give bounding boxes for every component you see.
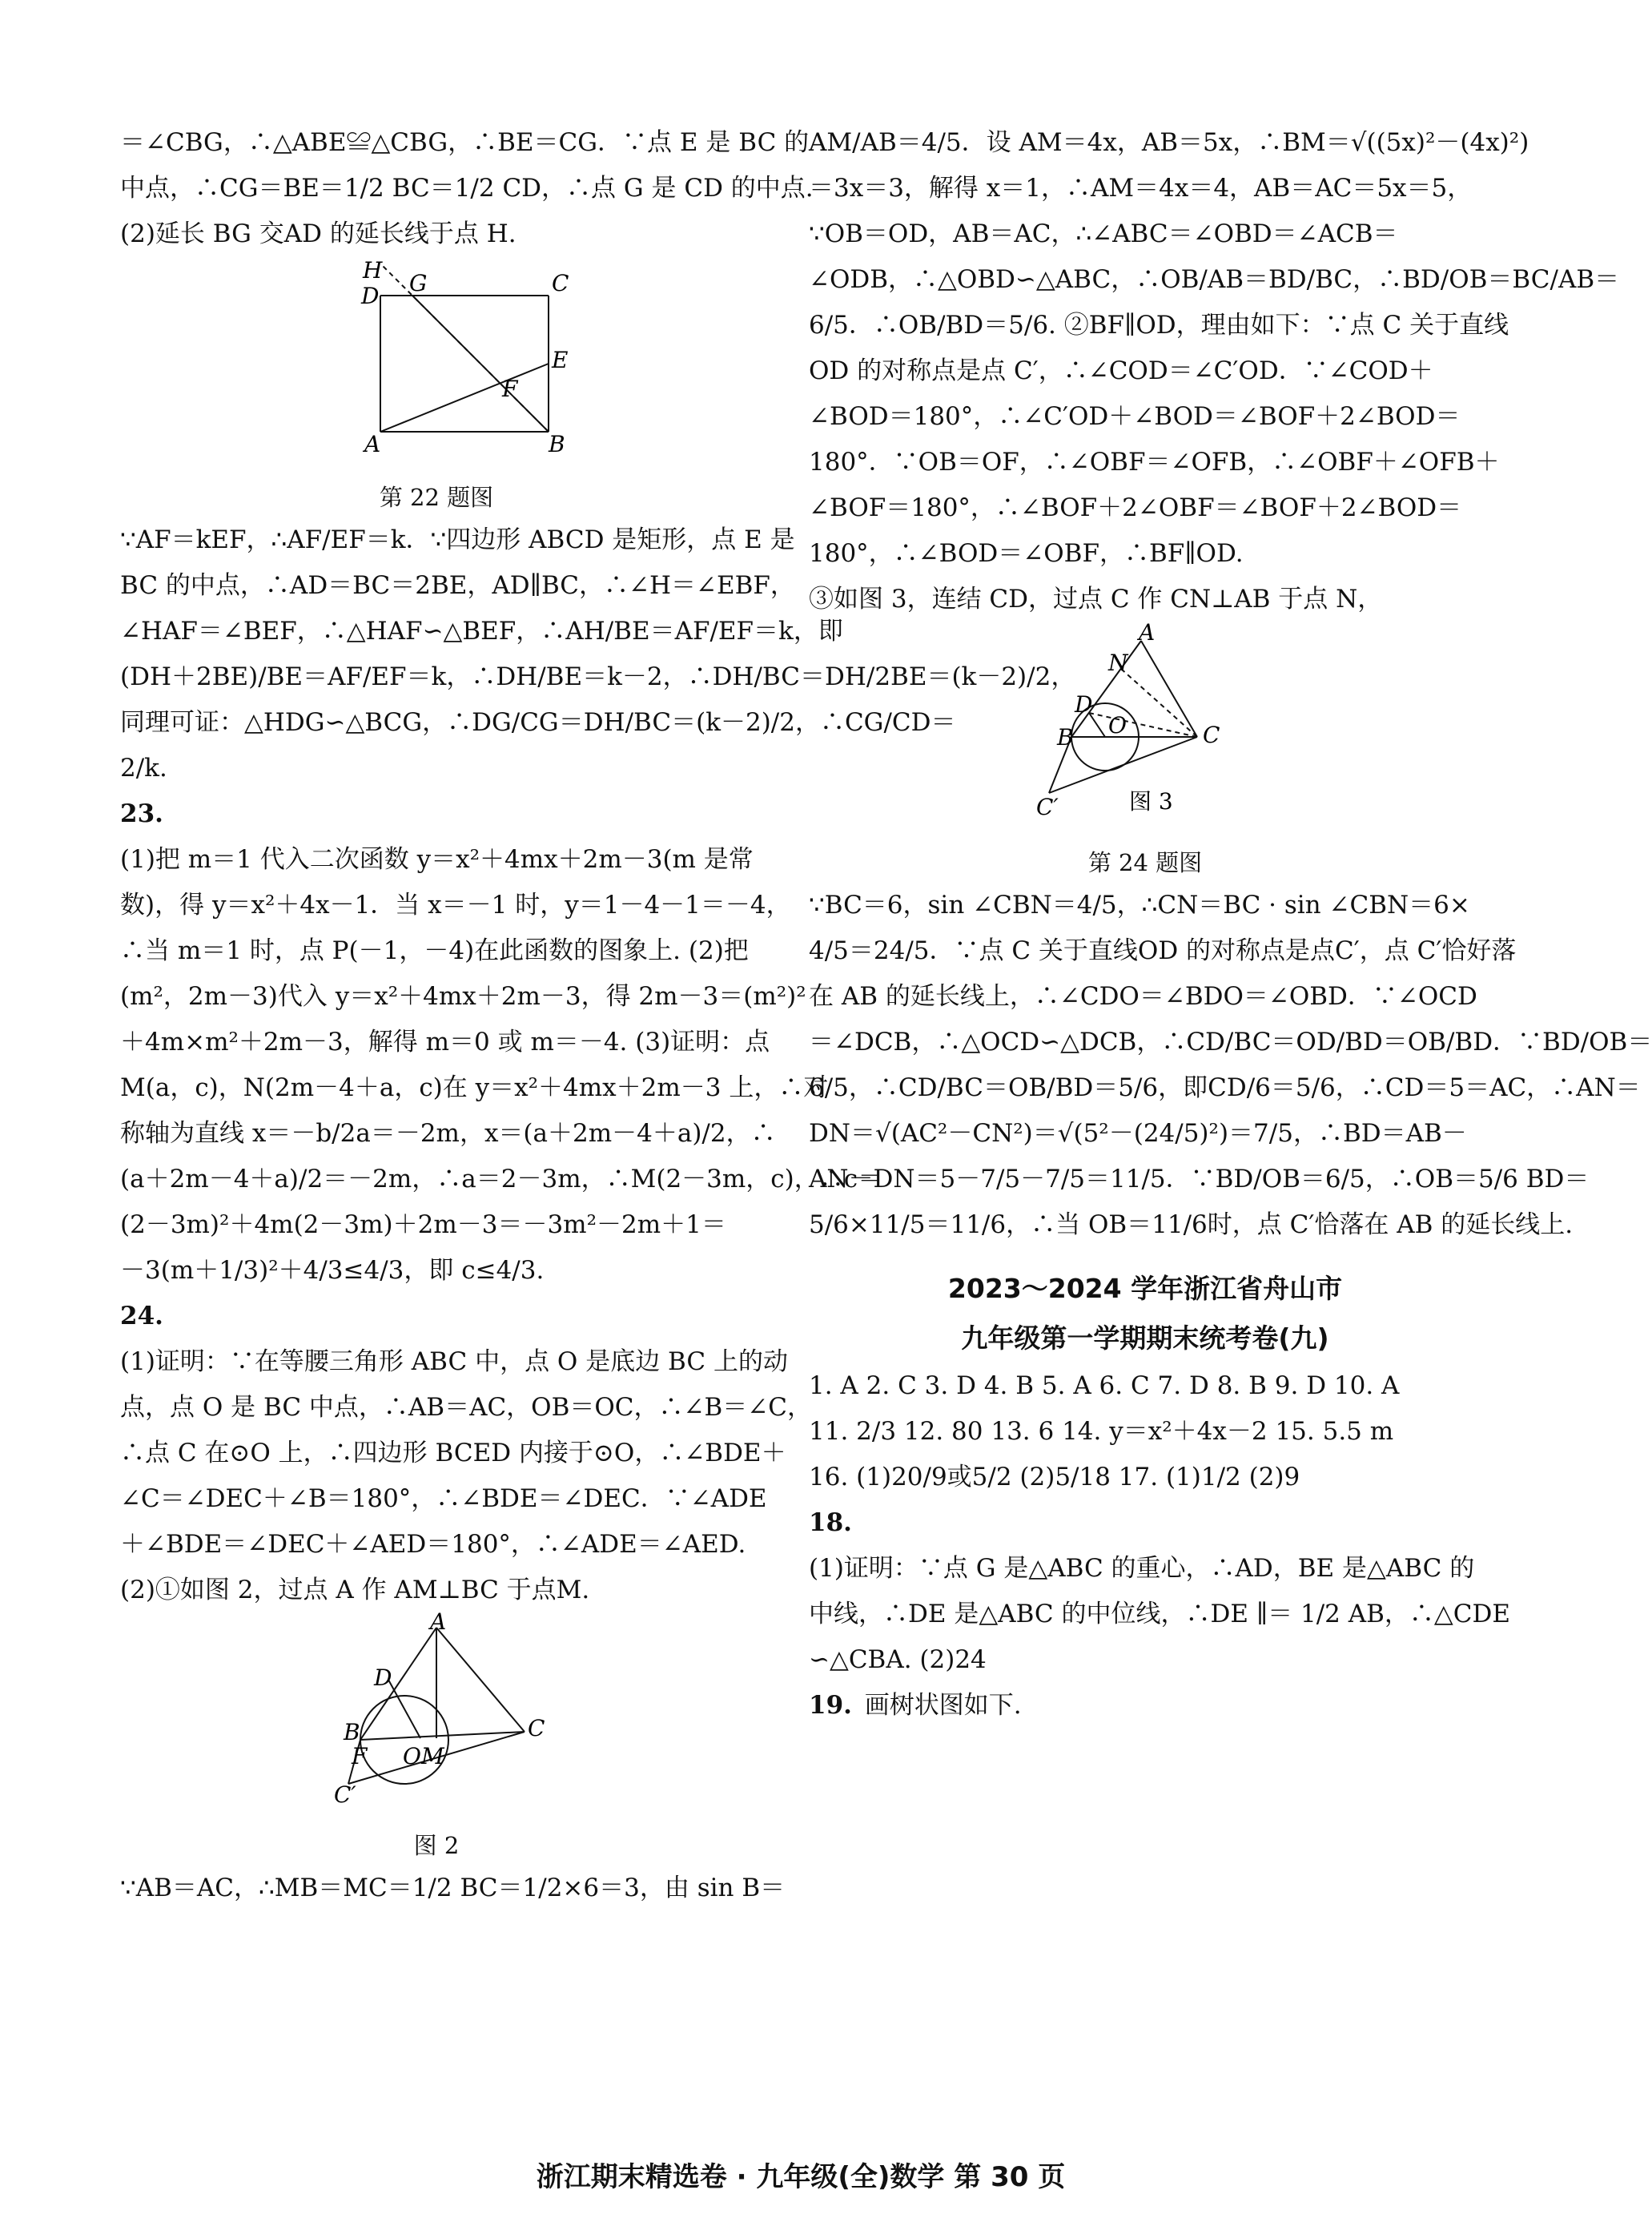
fig2-label-B: B bbox=[344, 1719, 360, 1745]
figure-2 bbox=[332, 1608, 545, 1819]
text-line: ∠HAF＝∠BEF，∴△HAF∽△BEF，∴AH/BE＝AF/EF＝k，即 bbox=[120, 617, 843, 646]
question-23 bbox=[120, 791, 883, 1294]
fig22-line bbox=[380, 364, 549, 432]
text-line: (2－3m)²＋4m(2－3m)＋2m－3＝－3m²－2m＋1＝ bbox=[120, 1210, 726, 1239]
figure-2-svg bbox=[332, 1608, 545, 1808]
answers-row-1: 1. A 2. C 3. D 4. B 5. A 6. C 7. D 8. B 9. D 10. A bbox=[809, 1371, 1400, 1400]
fig2-line bbox=[436, 1628, 525, 1732]
text-line: ∠ODB，∴△OBD∽△ABC，∴OB/AB＝BD/BC，∴BD/OB＝BC/AB＝ bbox=[809, 265, 1620, 294]
text-line: ∠BOD＝180°，∴∠C′OD＋∠BOD＝∠BOF＋2∠BOD＝ bbox=[809, 402, 1461, 431]
text-line: 180°．∵OB＝OF，∴∠OBF＝∠OFB，∴∠OBF＋∠OFB＋ bbox=[809, 448, 1500, 477]
fig3-line bbox=[1071, 641, 1141, 737]
text-line: ∠BOF＝180°，∴∠BOF＋2∠OBF＝∠BOF＋2∠BOD＝ bbox=[809, 493, 1462, 522]
fig3-dashed-line bbox=[1121, 669, 1197, 737]
text-line: OD 的对称点是点 C′，∴∠COD＝∠C′OD．∵∠COD＋ bbox=[809, 356, 1433, 385]
text-line: (1)证明：∵在等腰三角形 ABC 中，点 O 是底边 BC 上的动 bbox=[120, 1347, 788, 1376]
fig3-label-O: O bbox=[1108, 712, 1127, 739]
fig3-line bbox=[1141, 641, 1197, 737]
text-line: 称轴为直线 x＝－b/2a＝－2m，x＝(a＋2m－4＋a)/2，∴ bbox=[120, 1119, 776, 1148]
fig2-line bbox=[388, 1680, 420, 1738]
figure-24-caption: 第 24 题图 bbox=[1087, 849, 1203, 876]
q23-body bbox=[120, 837, 882, 1294]
text-line: M(a，c)，N(2m－4＋a，c)在 y＝x²＋4mx＋2m－3 上，∴对 bbox=[120, 1073, 829, 1102]
figure-2-caption: 图 2 bbox=[413, 1832, 460, 1859]
text-line: AN－DN＝5－7/5－7/5＝11/5．∵BD/OB＝6/5，∴OB＝5/6 BD＝ bbox=[809, 1165, 1590, 1193]
figure-22-svg bbox=[316, 257, 569, 457]
figure-3 bbox=[1025, 619, 1265, 836]
text-line: 点，点 O 是 BC 中点，∴AB＝AC，OB＝OC，∴∠B＝∠C， bbox=[120, 1393, 812, 1422]
fig3-label-D: D bbox=[1075, 691, 1093, 718]
spacer bbox=[809, 1248, 1481, 1264]
question-18 bbox=[809, 1500, 1510, 1683]
fig3-label-A: A bbox=[1139, 619, 1156, 646]
question-19 bbox=[809, 1683, 1481, 1729]
text-line: ∽△CBA. (2)24 bbox=[809, 1645, 987, 1674]
text-line: 2/k. bbox=[120, 754, 167, 783]
page-footer: 浙江期末精选卷 · 九年级(全)数学 第 30 页 bbox=[536, 2161, 1066, 2193]
text-line: ∵BC＝6，sin ∠CBN＝4/5，∴CN＝BC · sin ∠CBN＝6× bbox=[809, 891, 1470, 920]
question-24 bbox=[120, 1294, 812, 1613]
text-line: 中点，∴CG＝BE＝1/2 BC＝1/2 CD，∴点 G 是 CD 的中点. bbox=[120, 174, 814, 203]
text-line: ∴当 m＝1 时，点 P(－1，－4)在此函数的图象上. (2)把 bbox=[120, 936, 749, 965]
text-line: (1)证明：∵点 G 是△ABC 的重心，∴AD，BE 是△ABC 的 bbox=[809, 1554, 1475, 1583]
fig22-label-A: A bbox=[364, 431, 381, 457]
fig3-label-N: N bbox=[1108, 650, 1128, 676]
text-line: ∵OB＝OD，AB＝AC，∴∠ABC＝∠OBD＝∠ACB＝ bbox=[809, 219, 1398, 248]
q22-continued bbox=[120, 120, 814, 257]
figure-22-caption: 第 22 题图 bbox=[379, 484, 494, 511]
q24-solution-part2 bbox=[809, 883, 1652, 1248]
answers-row-3: 16. (1)20/9或5/2 (2)5/18 17. (1)1/2 (2)9 bbox=[809, 1463, 1300, 1491]
section-title-2: 九年级第一学期期末统考卷(九) bbox=[961, 1322, 1329, 1354]
text-line: ＝∠DCB，∴△OCD∽△DCB，∴CD/BC＝OD/BD＝OB/BD．∵BD/OB＝ bbox=[809, 1028, 1652, 1057]
fig3-label-Cprime: C′ bbox=[1036, 794, 1059, 820]
text-line: 在 AB 的延长线上，∴∠CDO＝∠BDO＝∠OBD．∵∠OCD bbox=[809, 982, 1477, 1011]
fig3-dashed-line bbox=[1089, 713, 1197, 737]
fig2-label-F: F bbox=[352, 1743, 368, 1769]
fig2-label-C: C bbox=[528, 1715, 545, 1741]
text-line: (a＋2m－4＋a)/2＝－2m，∴a＝2－3m，∴M(2－3m，c)，∴c＝ bbox=[120, 1165, 883, 1193]
q24-body bbox=[120, 1339, 812, 1613]
text-line: －3(m＋1/3)²＋4/3≤4/3，即 c≤4/3. bbox=[120, 1256, 545, 1285]
text-line: ＝∠CBG，∴△ABE≌△CBG，∴BE＝CG．∵点 E 是 BC 的 bbox=[120, 128, 810, 157]
text-line: 5/6×11/5＝11/6，∴当 OB＝11/6时，点 C′恰落在 AB 的延长线上. bbox=[809, 1210, 1574, 1239]
text-line: (2)延长 BG 交AD 的延长线于点 H. bbox=[120, 219, 517, 248]
text-line: ＋∠BDE＝∠DEC＋∠AED＝180°，∴∠ADE＝∠AED. bbox=[120, 1530, 746, 1559]
fig22-label-C: C bbox=[552, 270, 569, 296]
answers-row-2: 11. 2/3 12. 80 13. 6 14. y＝x²＋4x－2 15. 5.5 m bbox=[809, 1417, 1394, 1446]
text-line: 4/5＝24/5．∵点 C 关于直线OD 的对称点是点C′，点 C′恰好落 bbox=[809, 936, 1517, 965]
fig2-label-D: D bbox=[374, 1664, 392, 1691]
text-line: BC 的中点，∴AD＝BC＝2BE，AD∥BC，∴∠H＝∠EBF， bbox=[120, 571, 795, 600]
fig2-label-Cprime: C′ bbox=[334, 1781, 356, 1808]
section-title-1: 2023～2024 学年浙江省舟山市 bbox=[947, 1273, 1343, 1304]
q24-number: 24. bbox=[120, 1302, 163, 1330]
text-line: AM/AB＝4/5．设 AM＝4x，AB＝5x，∴BM＝√((5x)²－(4x)²) bbox=[809, 128, 1529, 157]
text-line: 数)，得 y＝x²＋4x－1．当 x＝－1 时，y＝1－4－1＝－4， bbox=[120, 891, 791, 920]
text-line: (1)把 m＝1 代入二次函数 y＝x²＋4mx＋2m－3(m 是常 bbox=[120, 845, 754, 874]
fig3-label: 图 3 bbox=[1129, 788, 1173, 815]
text-line: 同理可证：△HDG∽△BCG，∴DG/CG＝DH/BC＝(k－2)/2，∴CG/CD＝ bbox=[120, 708, 956, 737]
q24-solution-part1 bbox=[809, 120, 1620, 622]
fig22-label-D: D bbox=[361, 283, 380, 309]
text-line: ∵AF＝kEF，∴AF/EF＝k．∵四边形 ABCD 是矩形，点 E 是 bbox=[120, 525, 795, 554]
text-line: 180°，∴∠BOD＝∠OBF，∴BF∥OD. bbox=[809, 539, 1244, 568]
text-line: ∠C＝∠DEC＋∠B＝180°，∴∠BDE＝∠DEC．∵∠ADE bbox=[120, 1484, 767, 1513]
fig3-label-B: B bbox=[1057, 724, 1074, 751]
text-line: ＋4m×m²＋2m－3，解得 m＝0 或 m＝－4. (3)证明：点 bbox=[120, 1028, 770, 1057]
fig22-label-B: B bbox=[549, 431, 565, 457]
fig2-label-OM: OM bbox=[403, 1743, 444, 1769]
fig22-label-E: E bbox=[552, 347, 569, 373]
fig2-line bbox=[360, 1628, 436, 1740]
fig2-label-A: A bbox=[430, 1608, 447, 1635]
figure-22 bbox=[316, 257, 569, 471]
text-line: ③如图 3，连结 CD，过点 C 作 CN⊥AB 于点 N， bbox=[809, 585, 1383, 614]
text-line: 中线，∴DE 是△ABC 的中位线，∴DE ∥＝ 1/2 AB，∴△CDE bbox=[809, 1600, 1510, 1628]
fig22-label-G: G bbox=[409, 270, 428, 296]
figure-3-svg bbox=[1025, 619, 1265, 821]
text-line: ∴点 C 在⊙O 上，∴四边形 BCED 内接于⊙O，∴∠BDE＋ bbox=[120, 1439, 786, 1467]
q23-number: 23. bbox=[120, 799, 163, 828]
text-line: ＝3x＝3，解得 x＝1，∴AM＝4x＝4，AB＝AC＝5x＝5， bbox=[809, 174, 1473, 203]
q19-text: 画树状图如下. bbox=[864, 1691, 1022, 1720]
text-line: 6/5，∴CD/BC＝OB/BD＝5/6，即CD/6＝5/6，∴CD＝5＝AC，∴AN＝ bbox=[809, 1073, 1641, 1102]
q18-number: 18. bbox=[809, 1508, 852, 1537]
q18-body bbox=[809, 1546, 1510, 1683]
q19-number: 19. bbox=[809, 1691, 852, 1720]
right-column bbox=[809, 120, 1652, 1729]
fig22-label-H: H bbox=[363, 257, 383, 284]
text-line: DN＝√(AC²－CN²)＝√(5²－(24/5)²)＝7/5，∴BD＝AB－ bbox=[809, 1119, 1467, 1148]
text-line: (2)①如图 2，过点 A 作 AM⊥BC 于点M. bbox=[120, 1576, 590, 1604]
text-line: 6/5．∴OB/BD＝5/6. ②BF∥OD，理由如下：∵点 C 关于直线 bbox=[809, 311, 1509, 340]
text-line: (m²，2m－3)代入 y＝x²＋4mx＋2m－3，得 2m－3＝(m²)² bbox=[120, 982, 806, 1011]
q24-continued-line: ∵AB＝AC，∴MB＝MC＝1/2 BC＝1/2×6＝3，由 sin B＝ bbox=[120, 1874, 786, 1902]
fig3-label-C: C bbox=[1203, 722, 1220, 748]
fig22-label-F: F bbox=[502, 376, 518, 402]
text-line: (DH＋2BE)/BE＝AF/EF＝k，∴DH/BE＝k－2，∴DH/BC＝DH/2BE＝(k－2)/2， bbox=[120, 662, 1076, 691]
